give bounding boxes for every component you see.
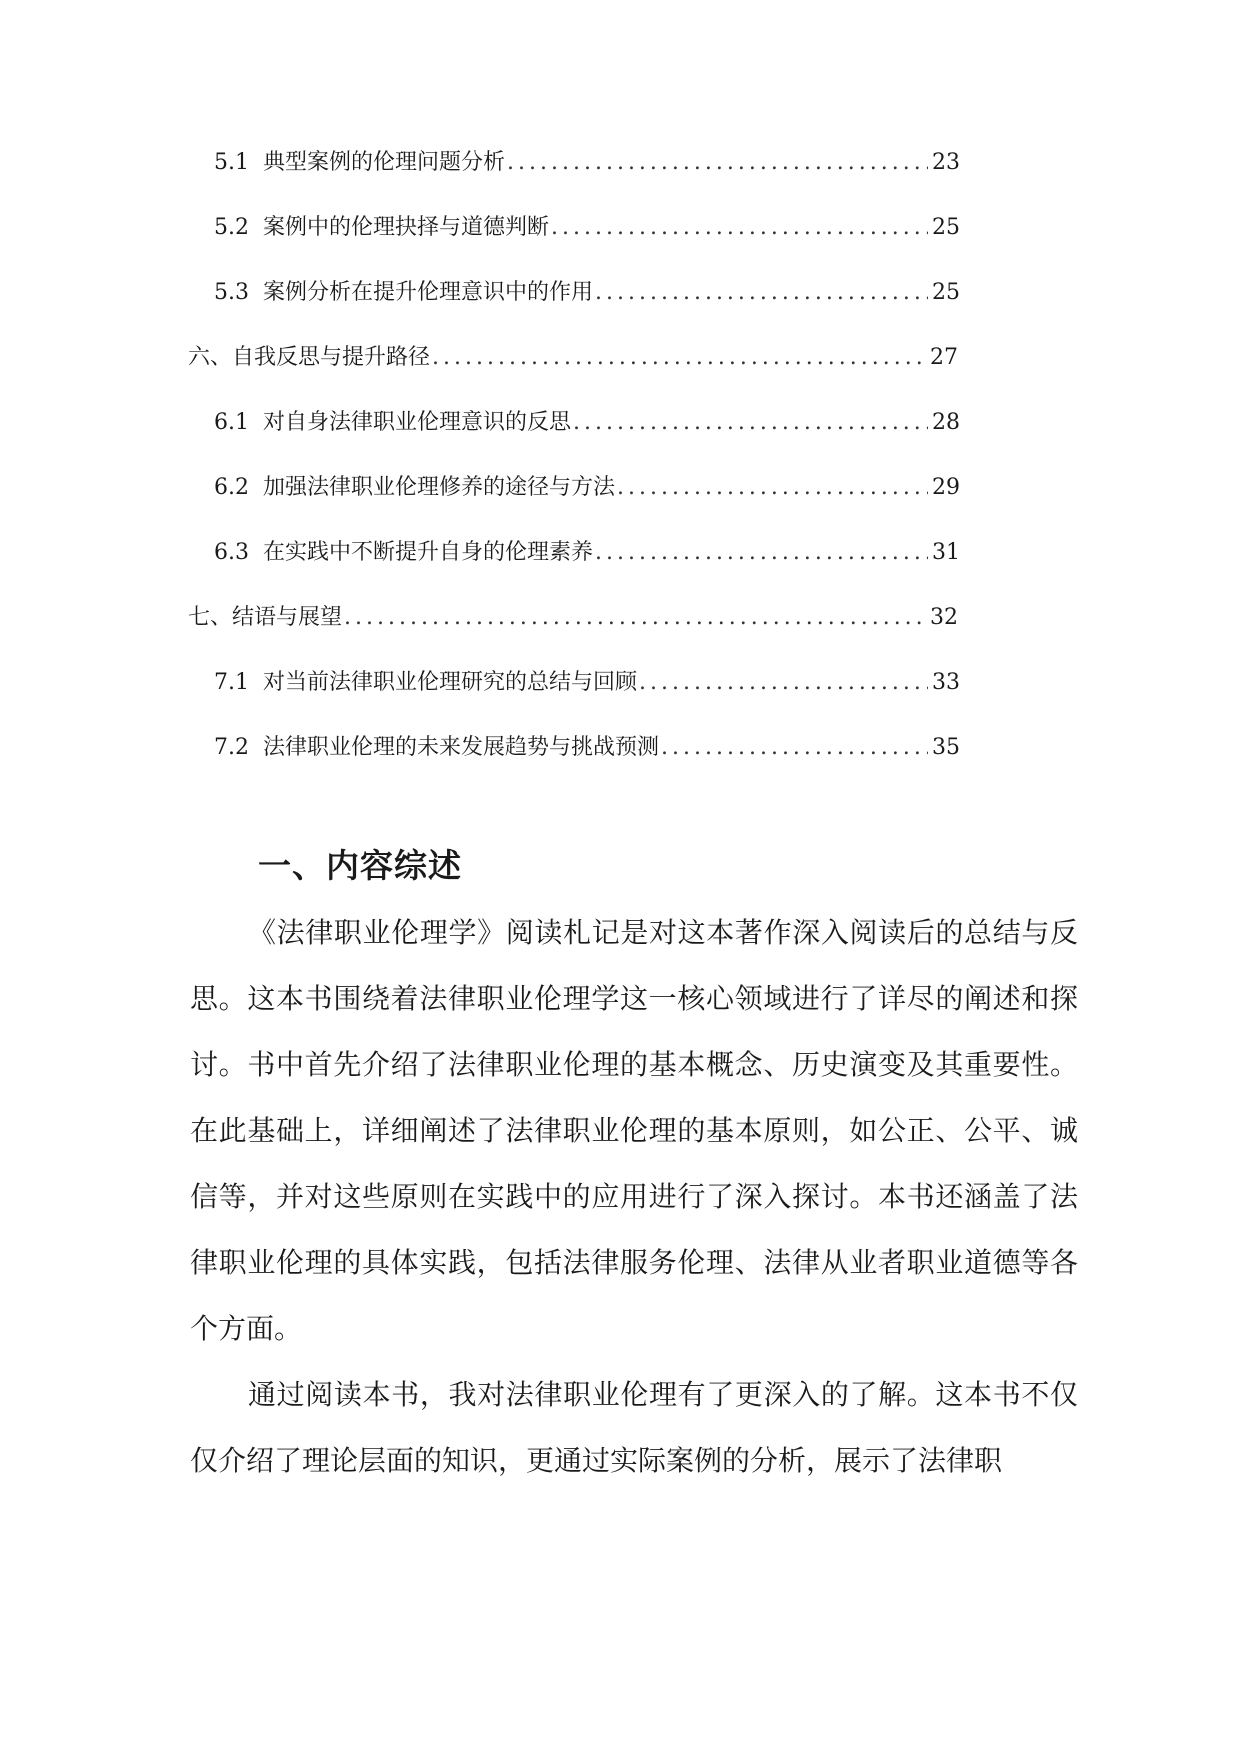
toc-entry-page: 35 [932,735,960,760]
toc-entry-number: 7.1 [214,670,249,695]
table-of-contents [190,148,960,798]
toc-entry-title: 自我反思与提升路径 [232,345,431,370]
toc-leader-dots [661,733,928,763]
toc-entry-5-3[interactable] [214,278,960,343]
toc-entry-page: 23 [932,150,960,175]
toc-entry-title: 案例分析在提升伦理意识中的作用 [263,280,594,305]
toc-entry-title: 在实践中不断提升自身的伦理素养 [263,540,594,565]
toc-leader-dots [551,213,928,243]
toc-entry-page: 28 [932,410,960,435]
toc-entry-7-1[interactable] [214,668,960,733]
toc-entry-number: 6.2 [214,475,249,500]
toc-entry-page: 25 [932,215,960,240]
toc-entry-page: 29 [932,475,960,500]
toc-entry-page: 33 [932,670,960,695]
toc-leader-dots [344,603,926,633]
toc-leader-dots [507,148,928,178]
toc-entry-title: 案例中的伦理抉择与道德判断 [263,215,550,240]
toc-entry-page: 32 [930,605,958,630]
toc-entry-number: 5.1 [214,150,249,175]
toc-entry-chapter-7[interactable] [188,603,958,668]
toc-entry-title: 法律职业伦理的未来发展趋势与挑战预测 [263,735,660,760]
toc-leader-dots [617,473,928,503]
toc-entry-6-1[interactable] [214,408,960,473]
toc-entry-title: 对自身法律职业伦理意识的反思 [263,410,572,435]
toc-entry-number: 6.3 [214,540,249,565]
toc-entry-6-2[interactable] [214,473,960,538]
toc-entry-number: 七、 [188,605,233,630]
toc-entry-number: 5.2 [214,215,249,240]
body-paragraph: 通过阅读本书，我对法律职业伦理有了更深入的了解。这本书不仅仅介绍了理论层面的知识，更通过实际案例的分析，展示了法律职 [190,1378,1078,1477]
toc-entry-5-2[interactable] [214,213,960,278]
toc-entry-title: 典型案例的伦理问题分析 [263,150,506,175]
toc-entry-number: 6.1 [214,410,249,435]
section-heading: 一、内容综述 [258,846,462,885]
toc-entry-page: 25 [932,280,960,305]
toc-entry-number: 六、 [188,345,233,370]
toc-entry-title: 对当前法律职业伦理研究的总结与回顾 [263,670,638,695]
toc-leader-dots [595,278,928,308]
toc-leader-dots [573,408,928,438]
section-body [190,900,1078,1494]
toc-entry-6-3[interactable] [214,538,960,603]
toc-entry-page: 27 [930,345,958,370]
toc-leader-dots [595,538,928,568]
toc-entry-number: 7.2 [214,735,249,760]
toc-entry-7-2[interactable] [214,733,960,798]
toc-entry-chapter-6[interactable] [188,343,958,408]
toc-entry-5-1[interactable] [214,148,960,213]
toc-leader-dots [639,668,928,698]
toc-entry-title: 加强法律职业伦理修养的途径与方法 [263,475,616,500]
body-paragraph: 《法律职业伦理学》阅读札记是对这本著作深入阅读后的总结与反思。这本书围绕着法律职业伦理学这一核心领域进行了详尽的阐述和探讨。书中首先介绍了法律职业伦理的基本概念、历史演变及其重要性。在此基础上，详细阐述了法律职业伦理的基本原则，如公正、公平、诚信等，并对这些原则在实践中的应用进行了深入探讨。本书还涵盖了法律职业伦理的具体实践，包括法律服务伦理、法律从业者职业道德等各个方面。 [190,916,1078,1345]
toc-entry-number: 5.3 [214,280,249,305]
toc-leader-dots [432,343,926,373]
toc-entry-title: 结语与展望 [232,605,343,630]
toc-entry-page: 31 [932,540,960,565]
